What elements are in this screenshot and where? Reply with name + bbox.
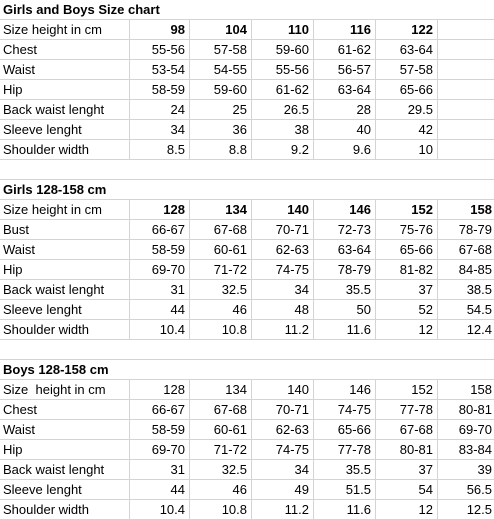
- size-cell: 158: [470, 202, 492, 217]
- row-label: Back waist lenght: [0, 280, 130, 299]
- row-label: Hip: [0, 440, 130, 459]
- value-cell: 69-70: [130, 440, 190, 459]
- value-cell: 71-72: [190, 260, 252, 279]
- value-cell: [438, 140, 494, 159]
- row-label: Waist: [0, 420, 130, 439]
- size-cell: 110: [252, 20, 314, 39]
- value-cell: 67-68: [190, 220, 252, 239]
- value-cell: 57-58: [376, 60, 438, 79]
- row-label: Hip: [0, 80, 130, 99]
- value-cell: 44: [130, 480, 190, 499]
- row-label: Shoulder width: [0, 140, 130, 159]
- size-cell: [438, 20, 494, 39]
- value-cell: 65-66: [314, 420, 376, 439]
- value-cell: 65-66: [376, 80, 438, 99]
- table-row: [0, 140, 494, 160]
- size-cell: 98: [130, 20, 190, 39]
- value-cell: 10: [376, 140, 438, 159]
- value-cell: 78-79: [458, 222, 492, 237]
- value-cell: 52: [376, 300, 438, 319]
- value-cell: 72-73: [314, 220, 376, 239]
- row-label: Chest: [0, 400, 130, 419]
- value-cell: 44: [130, 300, 190, 319]
- value-cell: 60-61: [190, 420, 252, 439]
- value-cell: 46: [190, 300, 252, 319]
- row-label: Sleeve lenght: [0, 480, 130, 499]
- value-cell: 48: [252, 300, 314, 319]
- value-cell: 58-59: [130, 420, 190, 439]
- value-cell: 50: [314, 300, 376, 319]
- size-header-row: [0, 20, 494, 40]
- table-row: [0, 480, 494, 500]
- size-cell: 128: [130, 380, 190, 399]
- size-cell: 128: [130, 200, 190, 219]
- value-cell: 24: [130, 100, 190, 119]
- table-row: [0, 460, 494, 480]
- value-cell: 39: [477, 462, 492, 477]
- table-row: [0, 80, 494, 100]
- value-cell: 80-81: [376, 440, 438, 459]
- size-cell: 140: [252, 200, 314, 219]
- value-cell: 61-62: [252, 80, 314, 99]
- value-cell: 11.2: [252, 500, 314, 519]
- value-cell: 63-64: [314, 240, 376, 259]
- value-cell: 32.5: [190, 460, 252, 479]
- value-cell: 49: [252, 480, 314, 499]
- size-cell: 146: [314, 200, 376, 219]
- value-cell: 60-61: [190, 240, 252, 259]
- value-cell: 77-78: [376, 400, 438, 419]
- value-cell: 10.8: [190, 500, 252, 519]
- value-cell: 78-79: [314, 260, 376, 279]
- value-cell: 62-63: [252, 420, 314, 439]
- value-cell: 74-75: [314, 400, 376, 419]
- value-cell: 70-71: [252, 400, 314, 419]
- value-cell: 11.2: [252, 320, 314, 339]
- value-cell: 66-67: [130, 220, 190, 239]
- row-label: Size height in cm: [0, 200, 130, 219]
- value-cell: 35.5: [314, 460, 376, 479]
- row-label: Waist: [0, 240, 130, 259]
- table-row: [0, 300, 494, 320]
- size-cell: 116: [314, 20, 376, 39]
- value-cell: 84-85: [458, 262, 492, 277]
- value-cell: 8.8: [190, 140, 252, 159]
- table-row: [0, 240, 494, 260]
- section-title: Girls 128-158 cm: [3, 182, 107, 197]
- value-cell: 25: [190, 100, 252, 119]
- value-cell: 34: [252, 280, 314, 299]
- table-row: [0, 260, 494, 280]
- value-cell: 70-71: [252, 220, 314, 239]
- value-cell: 67-68: [190, 400, 252, 419]
- value-cell: 40: [314, 120, 376, 139]
- value-cell: [438, 100, 494, 119]
- value-cell: 71-72: [190, 440, 252, 459]
- value-cell: 69-70: [130, 260, 190, 279]
- size-cell: 158: [470, 382, 492, 397]
- size-cell: 152: [376, 200, 438, 219]
- section-title: Girls and Boys Size chart: [3, 2, 160, 17]
- value-cell: 58-59: [130, 80, 190, 99]
- size-cell: 104: [190, 20, 252, 39]
- section-title: Boys 128-158 cm: [3, 362, 109, 377]
- size-cell: 152: [376, 380, 438, 399]
- value-cell: 58-59: [130, 240, 190, 259]
- value-cell: [438, 120, 494, 139]
- value-cell: 54.5: [466, 302, 492, 317]
- value-cell: 10.8: [190, 320, 252, 339]
- value-cell: 31: [130, 460, 190, 479]
- table-row: [0, 220, 494, 240]
- value-cell: 10.4: [130, 500, 190, 519]
- value-cell: [438, 40, 494, 59]
- value-cell: 42: [376, 120, 438, 139]
- size-header-row: [0, 200, 494, 220]
- value-cell: 69-70: [458, 422, 492, 437]
- row-label: Waist: [0, 60, 130, 79]
- row-label: Hip: [0, 260, 130, 279]
- value-cell: 83-84: [458, 442, 492, 457]
- table-row: [0, 500, 494, 520]
- row-label: Shoulder width: [0, 320, 130, 339]
- value-cell: 77-78: [314, 440, 376, 459]
- row-label: Size height in cm: [0, 20, 130, 39]
- value-cell: 65-66: [376, 240, 438, 259]
- section-title-row: [0, 360, 494, 380]
- table-row: [0, 420, 494, 440]
- value-cell: 34: [252, 460, 314, 479]
- value-cell: 56.5: [466, 482, 492, 497]
- value-cell: 63-64: [314, 80, 376, 99]
- size-cell: 140: [252, 380, 314, 399]
- value-cell: 55-56: [252, 60, 314, 79]
- value-cell: 29.5: [376, 100, 438, 119]
- value-cell: 55-56: [130, 40, 190, 59]
- row-label: Size height in cm: [0, 380, 130, 399]
- table-row: [0, 60, 494, 80]
- value-cell: 35.5: [314, 280, 376, 299]
- row-label: Chest: [0, 40, 130, 59]
- value-cell: 56-57: [314, 60, 376, 79]
- value-cell: 34: [130, 120, 190, 139]
- value-cell: 12: [376, 320, 438, 339]
- value-cell: 11.6: [314, 500, 376, 519]
- value-cell: 80-81: [458, 402, 492, 417]
- value-cell: 53-54: [130, 60, 190, 79]
- value-cell: 31: [130, 280, 190, 299]
- value-cell: 75-76: [376, 220, 438, 239]
- row-label: Sleeve lenght: [0, 300, 130, 319]
- value-cell: 54-55: [190, 60, 252, 79]
- value-cell: 51.5: [314, 480, 376, 499]
- table-row: [0, 320, 494, 340]
- value-cell: 81-82: [376, 260, 438, 279]
- value-cell: 54: [376, 480, 438, 499]
- value-cell: 12.4: [466, 322, 492, 337]
- table-row: [0, 100, 494, 120]
- table-row: [0, 280, 494, 300]
- value-cell: 63-64: [376, 40, 438, 59]
- value-cell: 32.5: [190, 280, 252, 299]
- table-row: [0, 440, 494, 460]
- size-header-row: [0, 380, 494, 400]
- value-cell: 36: [190, 120, 252, 139]
- value-cell: [438, 60, 494, 79]
- value-cell: 46: [190, 480, 252, 499]
- value-cell: 26.5: [252, 100, 314, 119]
- value-cell: 28: [314, 100, 376, 119]
- value-cell: [438, 80, 494, 99]
- value-cell: 37: [376, 280, 438, 299]
- size-cell: 146: [314, 380, 376, 399]
- section-title-row: [0, 0, 494, 20]
- spacer-row: [0, 340, 494, 360]
- value-cell: 57-58: [190, 40, 252, 59]
- spacer-row: [0, 160, 494, 180]
- value-cell: 74-75: [252, 440, 314, 459]
- size-cell: 134: [190, 380, 252, 399]
- value-cell: 11.6: [314, 320, 376, 339]
- row-label: Back waist lenght: [0, 460, 130, 479]
- value-cell: 62-63: [252, 240, 314, 259]
- section-title-row: [0, 180, 494, 200]
- size-cell: 134: [190, 200, 252, 219]
- table-row: [0, 400, 494, 420]
- value-cell: 9.2: [252, 140, 314, 159]
- value-cell: 67-68: [458, 242, 492, 257]
- row-label: Sleeve lenght: [0, 120, 130, 139]
- table-row: [0, 120, 494, 140]
- value-cell: 10.4: [130, 320, 190, 339]
- size-cell: 122: [376, 20, 438, 39]
- value-cell: 37: [376, 460, 438, 479]
- value-cell: 59-60: [252, 40, 314, 59]
- row-label: Back waist lenght: [0, 100, 130, 119]
- table-row: [0, 40, 494, 60]
- value-cell: 8.5: [130, 140, 190, 159]
- value-cell: 61-62: [314, 40, 376, 59]
- value-cell: 12.5: [466, 502, 492, 517]
- value-cell: 12: [376, 500, 438, 519]
- value-cell: 38: [252, 120, 314, 139]
- row-label: Shoulder width: [0, 500, 130, 519]
- value-cell: 38.5: [466, 282, 492, 297]
- value-cell: 67-68: [376, 420, 438, 439]
- value-cell: 59-60: [190, 80, 252, 99]
- value-cell: 9.6: [314, 140, 376, 159]
- value-cell: 66-67: [130, 400, 190, 419]
- value-cell: 74-75: [252, 260, 314, 279]
- row-label: Bust: [0, 220, 130, 239]
